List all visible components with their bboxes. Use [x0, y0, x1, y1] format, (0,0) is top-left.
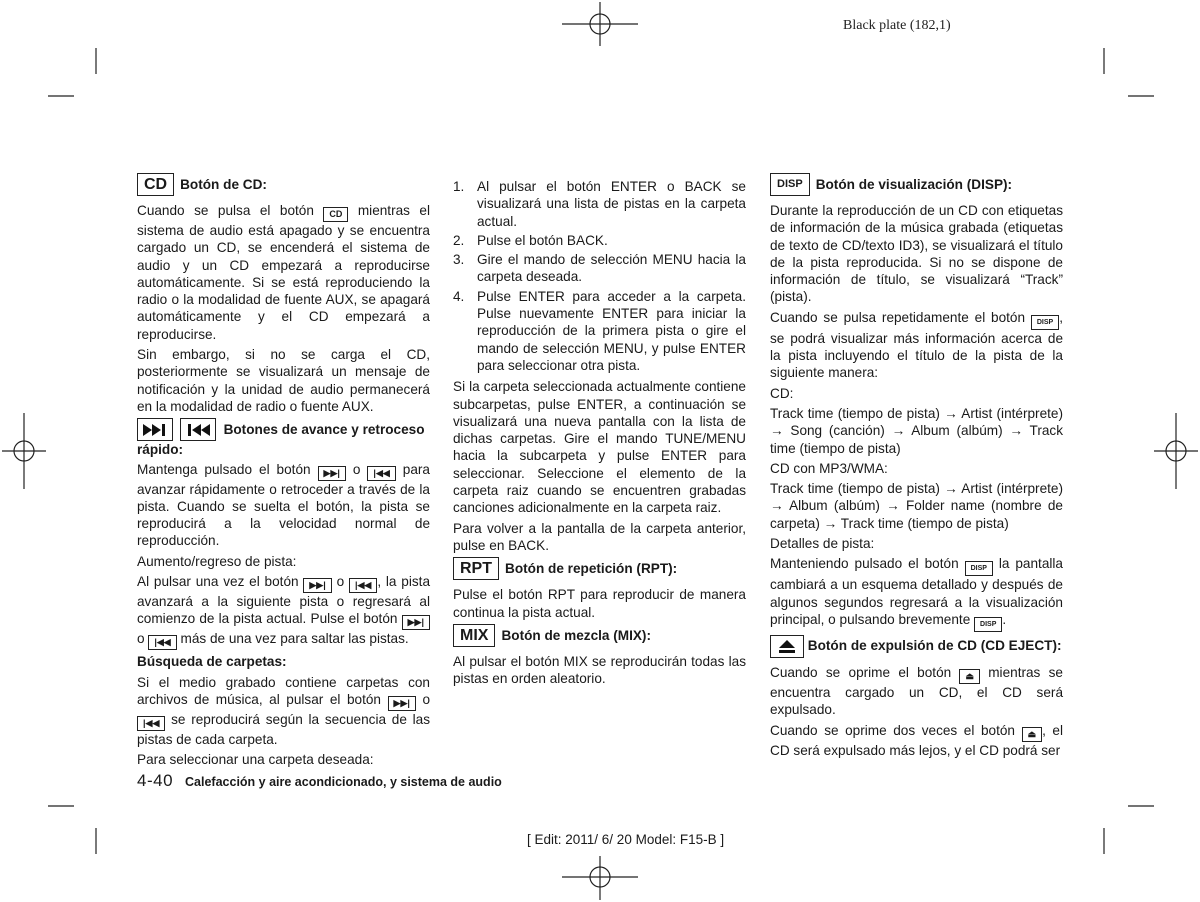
list-item: 4. Pulse ENTER para acceder a la carpeta. Pulse nuevamente ENTER para iniciar la reproducción de la primera pista o gire el mando de selección MENU, y pulse ENTER para seleccionar otra pista.: [453, 288, 746, 373]
paragraph: Durante la reproducción de un CD con etiquetas de información de la música grabada (etiquetas de texto de CD/texto ID3), se visualizará el título de la pista reproducida. Si no se dispone de información de título, se visualizará “Track” (pista).: [770, 203, 1063, 305]
paragraph: Si la carpeta seleccionada actualmente contiene subcarpetas, pulse ENTER, a continuación se visualizará una nueva pantalla con la lista de dichas carpetas. Gire el mando TUNE/MENU hacia la subcarpeta y pulse ENTER para seleccionar. Seleccione el elemento de la carpeta raiz cuando se encuentren grabadas canciones adicionalmente en la carpeta raiz.: [453, 379, 746, 516]
paragraph: Al pulsar una vez el botón ▶▶| o |◀◀ , la pista avanzará a la siguiente pista o regresará al comienzo de la pista actual. Pulse el botón ▶▶| o |◀◀ más de una vez para saltar las pistas.: [137, 573, 430, 650]
section-title: Botón de repetición (RPT):: [505, 561, 678, 577]
disp-button-inline: DISP: [965, 561, 993, 576]
previous-track-icon: [180, 418, 216, 441]
paragraph: CD con MP3/WMA:: [770, 460, 888, 476]
next-track-icon: ▶▶|: [303, 578, 331, 593]
previous-track-icon: |◀◀: [137, 716, 165, 731]
column-1: [137, 178, 430, 772]
section-title: Botón de CD:: [180, 176, 267, 192]
registration-mark-left: [2, 413, 46, 489]
cd-button-graphic: CD: [137, 173, 174, 196]
paragraph: Sin embargo, si no se carga el CD, posteriormente se visualizará un mensaje de notificación y la unidad de audio permanecerá en la modalidad de radio o fuente AUX.: [137, 347, 430, 414]
registration-mark-right: [1154, 413, 1198, 489]
paragraph: Detalles de pista:: [770, 536, 875, 552]
paragraph: Cuando se oprime dos veces el botón ⏏ , el CD será expulsado más lejos, y el CD podrá ser: [770, 722, 1064, 758]
eject-icon: ⏏: [1022, 727, 1043, 742]
paragraph: Pulse el botón RPT para reproducir de manera continua la pista actual.: [453, 587, 746, 620]
paragraph: Cuando se oprime el botón ⏏ mientras se encuentra cargado un CD, el CD será expulsado.: [770, 664, 1063, 718]
next-track-icon: ▶▶|: [318, 466, 346, 481]
paragraph: Manteniendo pulsado el botón DISP la pantalla cambiará a un esquema detallado y después de algunos segundos regresará a la visualización principal, o pulsando brevemente DISP .: [770, 555, 1063, 632]
cd-section-heading: [137, 173, 430, 196]
column-3: [770, 178, 1063, 762]
paragraph: Track time (tiempo de pista) → Artist (intérprete) → Album (albúm) → Folder name (nombre de carpeta) → Track time (tiempo de pista): [770, 481, 1063, 531]
section-title: Botones de avance y retroceso rápido:: [137, 422, 425, 458]
paragraph: Mantenga pulsado el botón ▶▶| o |◀◀ para avanzar rápidamente o retroceder a través de la pista. Cuando se suelta el botón, la pista se reproducirá a la velocidad normal de reproducción.: [137, 461, 430, 549]
steps-list: [453, 178, 746, 374]
previous-track-icon: |◀◀: [148, 635, 176, 650]
list-item: 3. Gire el mando de selección MENU hacia la carpeta deseada.: [453, 252, 746, 285]
seek-section-heading: [137, 418, 430, 458]
registration-mark-top: [562, 2, 638, 46]
mix-button-graphic: MIX: [453, 624, 495, 647]
plate-label: Black plate (182,1): [843, 18, 951, 33]
section-title: Búsqueda de carpetas:: [137, 654, 287, 670]
registration-mark-bottom: [562, 856, 638, 900]
rpt-section-heading: [453, 557, 746, 580]
paragraph: Para seleccionar una carpeta deseada:: [137, 752, 374, 768]
paragraph: Cuando se pulsa el botón CD mientras el sistema de audio está apagado y se encuentra cargado un CD, se encenderá el sistema de audio y un CD empezará a reproducirse automáticamente. Si se está reproduciendo la radio o la modalidad de fuente AUX, se apagará automáticamente y el CD empezará a reproducirse.: [137, 203, 431, 342]
section-title: Botón de visualización (DISP):: [815, 176, 1013, 192]
disp-button-graphic: DISP: [770, 173, 810, 196]
disp-button-inline: DISP: [974, 617, 1002, 632]
page-footer: [137, 771, 502, 791]
cd-button-inline: CD: [323, 207, 348, 222]
disp-section-heading: [770, 173, 1063, 196]
column-2: [453, 178, 746, 690]
list-item: 2. Pulse el botón BACK.: [453, 232, 608, 248]
paragraph: Cuando se pulsa repetidamente el botón DISP , se podrá visualizar más información acerca de la pista incluyendo el título de la pista de la siguiente manera:: [770, 309, 1063, 381]
section-title: Botón de expulsión de CD (CD EJECT):: [807, 638, 1062, 654]
next-track-icon: [137, 418, 173, 441]
list-item: 1. Al pulsar el botón ENTER o BACK se visualizará una lista de pistas en la carpeta actual.: [453, 179, 746, 229]
next-track-icon: ▶▶|: [402, 615, 430, 630]
disp-button-inline: DISP: [1031, 315, 1059, 330]
paragraph: Track time (tiempo de pista) → Artist (intérprete) → Song (canción) → Album (albúm) → Track time (tiempo de pista): [770, 405, 1063, 456]
section-title: Botón de mezcla (MIX):: [501, 627, 651, 643]
mix-section-heading: [453, 624, 746, 647]
paragraph: Al pulsar el botón MIX se reproducirán todas las pistas en orden aleatorio.: [453, 653, 746, 687]
paragraph: Para volver a la pantalla de la carpeta anterior, pulse en BACK.: [453, 520, 746, 553]
eject-icon: ⏏: [959, 669, 980, 684]
edit-line: [ Edit: 2011/ 6/ 20 Model: F15-B ]: [527, 832, 725, 847]
paragraph: CD:: [770, 385, 794, 401]
page-number: 4-40: [137, 771, 174, 790]
rpt-button-graphic: RPT: [453, 557, 499, 580]
eject-icon: [770, 635, 804, 658]
paragraph: Si el medio grabado contiene carpetas con archivos de música, al pulsar el botón ▶▶| o |◀◀ se reproducirá según la secuencia de las pistas de cada carpeta.: [137, 674, 431, 747]
paragraph: Aumento/regreso de pista:: [137, 553, 297, 569]
next-track-icon: ▶▶|: [388, 696, 416, 711]
previous-track-icon: |◀◀: [367, 466, 395, 481]
previous-track-icon: |◀◀: [349, 578, 377, 593]
eject-section-heading: [770, 635, 1063, 658]
section-footer-title: Calefacción y aire acondicionado, y sistema de audio: [185, 775, 502, 789]
